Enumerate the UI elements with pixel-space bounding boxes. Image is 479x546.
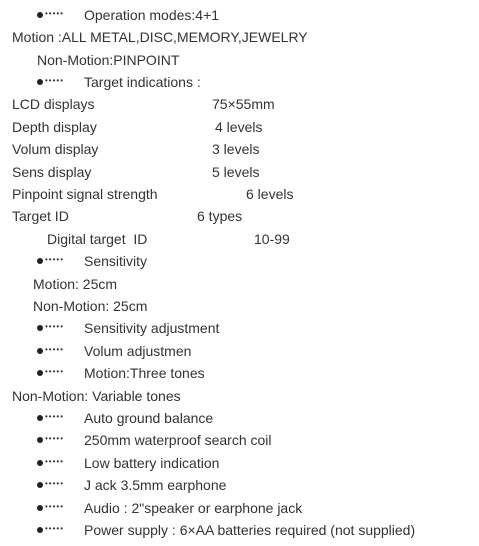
- spec-label: Pinpoint signal strength: [12, 186, 158, 202]
- bullet-icon: •••••: [37, 430, 73, 450]
- list-item-text: Power supply : 6×AA batteries required (not supplied): [84, 522, 416, 538]
- spec-label: LCD displays: [12, 96, 95, 112]
- list-item-text: J ack 3.5mm earphone: [84, 477, 227, 493]
- list-item-text: Non-Motion:PINPOINT: [37, 52, 180, 68]
- spec-label: Digital target ID: [47, 231, 148, 247]
- spec-label: Volum display: [12, 141, 99, 157]
- bullet-icon: •••••: [37, 318, 73, 338]
- list-item-text: Motion:Three tones: [84, 365, 205, 381]
- bullet-icon: •••••: [37, 453, 73, 473]
- list-item-text: Motion: 25cm: [33, 276, 118, 292]
- spec-value: 5 levels: [212, 164, 260, 180]
- bullet-icon: •••••: [37, 341, 73, 361]
- spec-label: Sens display: [12, 164, 92, 180]
- spec-value: 75×55mm: [212, 96, 275, 112]
- bullet-icon: •••••: [37, 5, 73, 25]
- spec-value: 6 levels: [246, 186, 294, 202]
- list-item-text: Non-Motion: 25cm: [33, 298, 148, 314]
- spec-value: 10-99: [254, 231, 290, 247]
- list-item-text: Audio : 2"speaker or earphone jack: [84, 500, 303, 516]
- list-item-text: Sensitivity: [84, 253, 148, 269]
- bullet-icon: •••••: [37, 498, 73, 518]
- bullet-icon: •••••: [37, 72, 73, 92]
- bullet-icon: •••••: [37, 363, 73, 383]
- list-item-text: Operation modes:4+1: [84, 7, 220, 23]
- spec-label: Target ID: [12, 208, 69, 224]
- bullet-icon: •••••: [37, 408, 73, 428]
- spec-label: Depth display: [12, 119, 97, 135]
- bullet-icon: •••••: [37, 475, 73, 495]
- spec-value: 6 types: [197, 208, 243, 224]
- list-item-text: Target indications :: [84, 74, 201, 90]
- list-item-text: Non-Motion: Variable tones: [12, 388, 181, 404]
- list-item-text: Auto ground balance: [84, 410, 214, 426]
- list-item-text: Sensitivity adjustment: [84, 320, 220, 336]
- bullet-icon: •••••: [37, 251, 73, 271]
- list-item-text: Motion :ALL METAL,DISC,MEMORY,JEWELRY: [12, 29, 308, 45]
- spec-value: 4 levels: [215, 119, 263, 135]
- bullet-icon: •••••: [37, 520, 73, 540]
- list-item-text: Low battery indication: [84, 455, 220, 471]
- list-item-text: 250mm waterproof search coil: [84, 432, 272, 448]
- spec-value: 3 levels: [212, 141, 260, 157]
- list-item-text: Volum adjustmen: [84, 343, 192, 359]
